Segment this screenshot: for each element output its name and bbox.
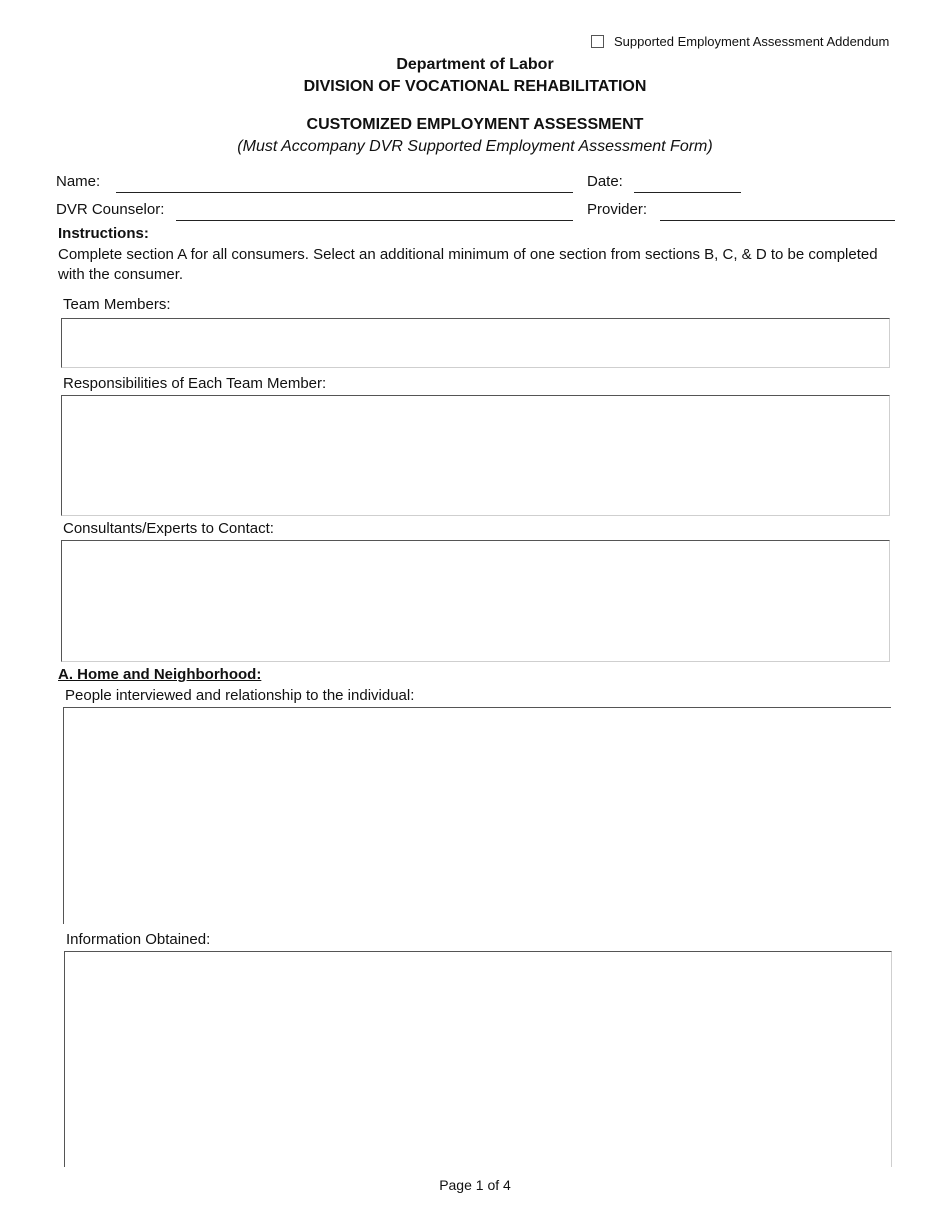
responsibilities-input[interactable] xyxy=(61,395,890,516)
information-obtained-label: Information Obtained: xyxy=(66,931,211,948)
form-title: CUSTOMIZED EMPLOYMENT ASSESSMENT xyxy=(306,116,644,133)
name-field[interactable] xyxy=(116,192,573,193)
team-members-label: Team Members: xyxy=(63,296,171,313)
information-obtained-input[interactable] xyxy=(64,951,892,1167)
date-field[interactable] xyxy=(634,192,741,193)
counselor-field[interactable] xyxy=(176,220,573,221)
consultants-label: Consultants/Experts to Contact: xyxy=(63,520,274,537)
department-heading: Department of Labor xyxy=(396,56,554,73)
consultants-input[interactable] xyxy=(61,540,890,662)
people-interviewed-label: People interviewed and relationship to the individual: xyxy=(65,687,415,704)
responsibilities-label: Responsibilities of Each Team Member: xyxy=(63,375,327,392)
counselor-label: DVR Counselor: xyxy=(56,201,165,218)
page-number: Page 1 of 4 xyxy=(439,1177,511,1193)
addendum-checkbox[interactable] xyxy=(591,35,604,48)
addendum-checkbox-group xyxy=(591,32,889,50)
name-label: Name: xyxy=(56,173,101,190)
division-heading: DIVISION OF VOCATIONAL REHABILITATION xyxy=(303,78,647,95)
provider-field[interactable] xyxy=(660,220,895,221)
instructions-text: Complete section A for all consumers. Select an additional minimum of one section from sections B, C, & D to be completed with the consumer. xyxy=(58,246,878,283)
instructions-heading: Instructions: xyxy=(58,225,149,242)
provider-label: Provider: xyxy=(587,201,648,218)
date-label: Date: xyxy=(587,173,623,190)
form-subtitle: (Must Accompany DVR Supported Employment Assessment Form) xyxy=(237,138,713,155)
people-interviewed-input[interactable] xyxy=(63,707,891,924)
section-a-title: A. Home and Neighborhood: xyxy=(58,666,262,683)
addendum-label: Supported Employment Assessment Addendum xyxy=(614,33,890,49)
team-members-input[interactable] xyxy=(61,318,890,368)
